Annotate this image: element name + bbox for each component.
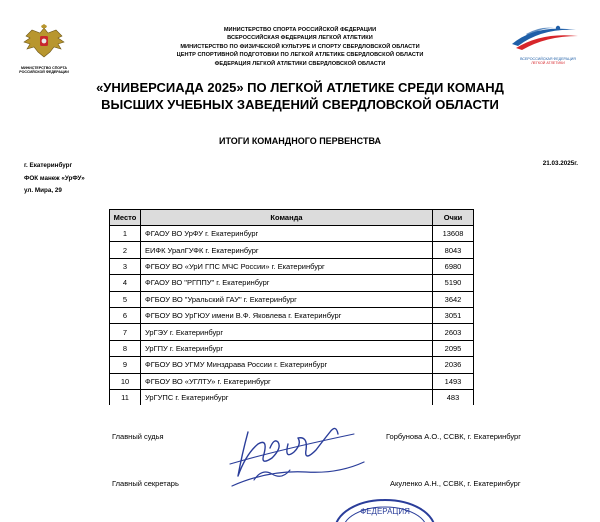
header-place: Место <box>110 210 141 226</box>
place-cell: 4 <box>110 275 141 291</box>
stamp-text: ФЕДЕРАЦИЯ <box>360 507 410 516</box>
table-row <box>110 340 474 356</box>
team-cell: ФГБОУ ВО «УГЛТУ» г. Екатеринбург <box>141 373 433 389</box>
org-line: ФЕДЕРАЦИЯ ЛЕГКОЙ АТЛЕТИКИ СВЕРДЛОВСКОЙ ОБЛАСТИ <box>214 60 386 67</box>
team-cell: УрГЭУ г. Екатеринбург <box>141 324 433 340</box>
table-header-row <box>110 210 474 226</box>
place-cell: 2 <box>110 242 141 258</box>
federation-logo <box>506 22 584 66</box>
team-cell: ФГАОУ ВО "РГППУ" г. Екатеринбург <box>141 275 433 291</box>
emblem-caption-2: РОССИЙСКОЙ ФЕДЕРАЦИИ <box>19 70 69 75</box>
address: ул. Мира, 29 <box>24 187 62 194</box>
results-subtitle: ИТОГИ КОМАНДНОГО ПЕРВЕНСТВА <box>219 136 381 146</box>
score-cell: 6980 <box>433 258 474 274</box>
judge-label: Главный судья <box>112 432 164 441</box>
team-cell: ФГБОУ ВО "Уральский ГАУ" г. Екатеринбург <box>141 291 433 307</box>
table-row <box>110 357 474 373</box>
judge-name: Горбунова А.О., ССВК, г. Екатеринбург <box>386 432 521 441</box>
event-date: 21.03.2025г. <box>542 160 578 167</box>
team-cell: ЕИФК УралГУФК г. Екатеринбург <box>141 242 433 258</box>
title-line-1: «УНИВЕРСИАДА 2025» ПО ЛЕГКОЙ АТЛЕТИКЕ СРЕДИ КОМАНД <box>96 80 504 95</box>
org-line: ВСЕРОССИЙСКАЯ ФЕДЕРАЦИЯ ЛЕГКОЙ АТЛЕТИКИ <box>227 35 373 42</box>
score-cell: 2036 <box>433 357 474 373</box>
venue: ФОК манеж «УрФУ» <box>24 174 85 182</box>
place-cell: 8 <box>110 340 141 356</box>
organizer-list <box>140 26 460 68</box>
score-cell: 13608 <box>433 226 474 242</box>
org-line: МИНИСТЕРСТВО СПОРТА РОССИЙСКОЙ ФЕДЕРАЦИИ <box>223 27 377 33</box>
org-line: МИНИСТЕРСТВО ПО ФИЗИЧЕСКОЙ КУЛЬТУРЕ И СПОРТУ СВЕРДЛОВСКОЙ ОБЛАСТИ <box>180 43 420 50</box>
place-cell: 6 <box>110 307 141 323</box>
table-row <box>110 307 474 323</box>
team-cell: ФГБОУ ВО УрГЮУ имени В.Ф. Яковлева г. Екатеринбург <box>141 307 433 323</box>
eagle-icon <box>18 24 70 60</box>
team-cell: ФГБОУ ВО УГМУ Минздрава России г. Екатеринбург <box>141 357 433 373</box>
header-team: Команда <box>141 210 433 226</box>
table-row <box>110 275 474 291</box>
table-row <box>110 242 474 258</box>
team-cell: УрГУПС г. Екатеринбург <box>145 393 229 403</box>
table-row <box>110 291 474 307</box>
secretary-name: Акуленко А.Н., ССВК, г. Екатеринбург <box>390 479 521 488</box>
city: г. Екатеринбург <box>24 162 73 169</box>
table-row <box>110 373 474 389</box>
score-cell: 3642 <box>433 291 474 307</box>
place-cell: 11 <box>110 389 141 405</box>
header-score: Очки <box>433 210 474 226</box>
place-cell: 9 <box>110 357 141 373</box>
federation-caption-2: ЛЕГКОЙ АТЛЕТИКИ <box>531 61 565 66</box>
team-cell: УрГПУ г. Екатеринбург <box>141 340 433 356</box>
handwritten-signature <box>218 414 368 494</box>
federation-caption-1: ВСЕРОССИЙСКАЯ ФЕДЕРАЦИЯ <box>520 57 576 61</box>
team-cell: ФГАОУ ВО УрФУ г. Екатеринбург <box>141 226 433 242</box>
place-cell: 3 <box>110 258 141 274</box>
score-cell: 2095 <box>433 340 474 356</box>
place-cell: 10 <box>110 373 141 389</box>
venue-info <box>24 160 85 198</box>
score-cell: 483 <box>433 389 474 405</box>
place-cell: 7 <box>110 324 141 340</box>
score-cell: 5190 <box>433 275 474 291</box>
secretary-label: Главный секретарь <box>112 479 179 488</box>
official-stamp <box>330 490 440 522</box>
federation-swoosh-icon <box>506 22 582 52</box>
document-title <box>60 79 540 113</box>
results-table <box>109 209 474 405</box>
table-row <box>110 389 474 405</box>
score-cell: 1493 <box>433 373 474 389</box>
table-row <box>110 226 474 242</box>
table-row <box>110 324 474 340</box>
score-cell: 3051 <box>433 307 474 323</box>
score-cell: 2603 <box>433 324 474 340</box>
place-cell: 5 <box>110 291 141 307</box>
org-line: ЦЕНТР СПОРТИВНОЙ ПОДГОТОВКИ ПО ЛЕГКОЙ АТЛЕТИКЕ СВЕРДЛОВСКОЙ ОБЛАСТИ <box>176 52 424 59</box>
place-cell: 1 <box>110 226 141 242</box>
emblem-caption-1: МИНИСТЕРСТВО СПОРТА <box>20 66 68 70</box>
ministry-emblem <box>18 24 70 75</box>
team-cell: ФГБОУ ВО «УрИ ГПС МЧС России» г. Екатеринбург <box>141 258 433 274</box>
score-cell: 8043 <box>433 242 474 258</box>
title-line-2: ВЫСШИХ УЧЕБНЫХ ЗАВЕДЕНИЙ СВЕРДЛОВСКОЙ ОБЛАСТИ <box>101 97 499 112</box>
table-row <box>110 258 474 274</box>
